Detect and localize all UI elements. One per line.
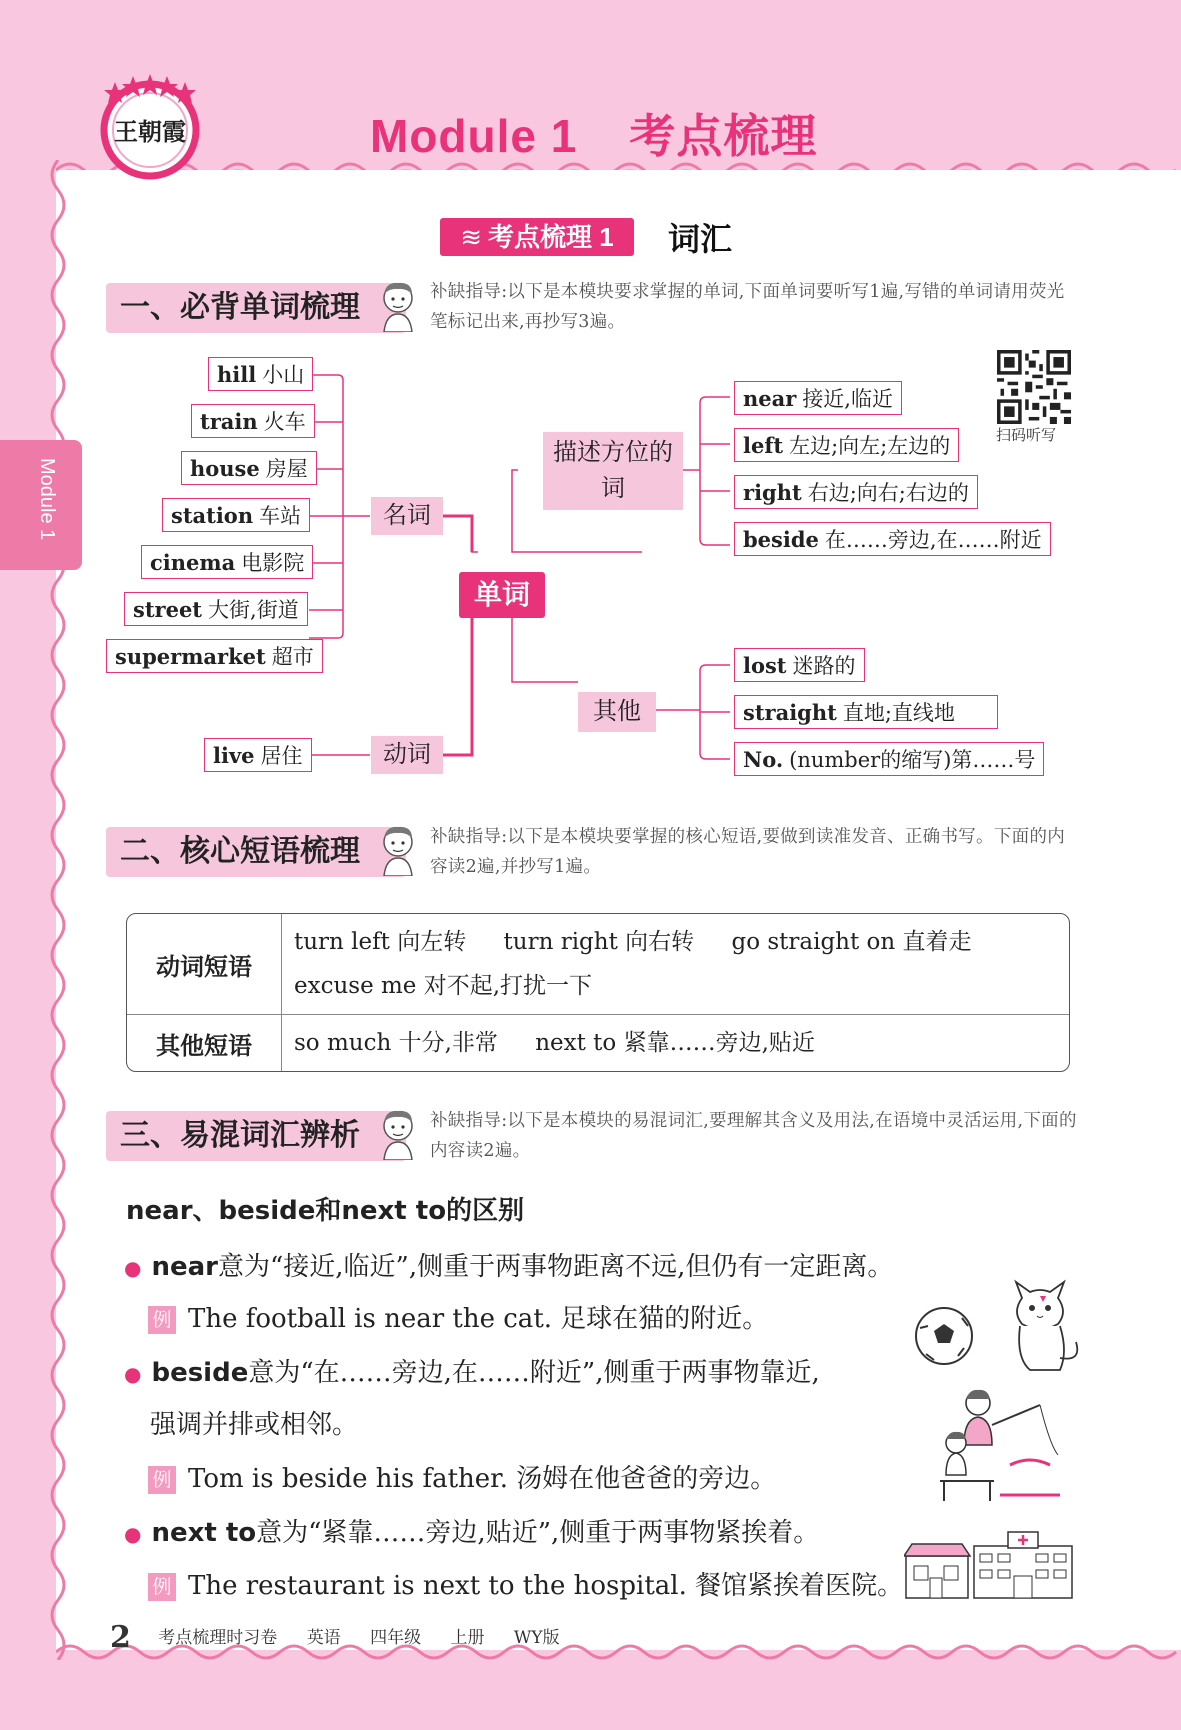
word-noun-house: house 房屋 <box>181 451 317 485</box>
section-badge <box>440 218 634 256</box>
comparison-subheading: near、beside和next to的区别 <box>126 1196 525 1226</box>
example-tag: 例 <box>148 1466 176 1494</box>
page-footer <box>110 1620 584 1655</box>
wavy-border-left <box>46 160 70 1660</box>
phrase-row-verb <box>127 914 1069 1015</box>
page-title-cn: 考点梳理 <box>629 110 818 162</box>
word-other-lost: lost 迷路的 <box>734 648 865 682</box>
word-noun-cinema: cinema 电影院 <box>141 545 313 579</box>
heading-part1: 一、必背单词梳理 <box>106 283 406 333</box>
phrase-table <box>126 913 1070 1072</box>
category-noun: 名词 <box>371 497 443 535</box>
center-node-words: 单词 <box>459 572 545 618</box>
footer-item: WY版 <box>513 1628 560 1648</box>
brand-logo-icon <box>95 70 205 180</box>
phrase-row-other <box>127 1015 1069 1071</box>
bullet-beside: ● beside意为“在……旁边,在……附近”,侧重于两事物靠近, <box>124 1358 820 1388</box>
phrase-item: so much 十分,非常 <box>294 1030 498 1056</box>
example-beside: 例 Tom is beside his father. 汤姆在他爸爸的旁边。 <box>148 1459 776 1499</box>
bullet-dot-icon: ● <box>124 1256 142 1280</box>
page-number: 2 <box>110 1620 131 1655</box>
page-title <box>370 100 817 166</box>
bullet-beside-cont: 强调并排或相邻。 <box>150 1410 359 1440</box>
bullet-near: ● near意为“接近,临近”,侧重于两事物距离不远,但仍有一定距离。 <box>124 1252 894 1282</box>
word-noun-street: street 大街,街道 <box>124 592 308 626</box>
example-near: 例 The football is near the cat. 足球在猫的附近。 <box>148 1299 768 1339</box>
phrase-line <box>294 1021 1057 1065</box>
word-position-right: right 右边;向右;右边的 <box>734 475 978 509</box>
phrase-row-content <box>282 1015 1069 1071</box>
footer-item: 英语 <box>306 1628 341 1648</box>
word-noun-hill: hill 小山 <box>208 357 313 391</box>
word-noun-station: station 车站 <box>162 498 310 532</box>
example-tag: 例 <box>148 1306 176 1334</box>
phrase-item: go straight on 直着走 <box>731 929 972 955</box>
footer-item: 上册 <box>450 1628 485 1648</box>
teacher-avatar-icon <box>376 1108 420 1160</box>
phrase-row-label: 动词短语 <box>127 914 282 1015</box>
heading-part2: 二、核心短语梳理 <box>106 827 406 877</box>
phrase-item: turn right 向右转 <box>503 929 695 955</box>
heading-part3: 三、易混词汇辨析 <box>106 1111 406 1161</box>
phrase-item: turn left 向左转 <box>294 929 467 955</box>
example-tag: 例 <box>148 1573 176 1601</box>
phrase-item: next to 紧靠……旁边,贴近 <box>535 1030 815 1056</box>
section-title: 词汇 <box>668 221 733 257</box>
teacher-avatar-icon <box>376 280 420 332</box>
word-other-straight: straight 直地;直线地 <box>734 695 998 729</box>
footer-item: 考点梳理时习卷 <box>158 1628 278 1648</box>
qr-code-label: 扫码听写 <box>996 426 1057 444</box>
phrase-line <box>294 920 1057 964</box>
side-module-tab[interactable] <box>0 440 82 570</box>
phrase-row-label: 其他短语 <box>127 1015 282 1071</box>
guide-text-part3: 补缺指导:以下是本模块的易混词汇,要理解其含义及用法,在语境中灵活运用,下面的内容读2遍。 <box>430 1111 1077 1161</box>
guide-text-part2: 补缺指导:以下是本模块要掌握的核心短语,要做到读准发音、正确书写。下面的内容读2遍,并抄写1遍。 <box>430 827 1066 877</box>
section-badge-label: 考点梳理 1 <box>488 222 614 252</box>
bullet-dot-icon: ● <box>124 1522 142 1546</box>
phrase-line <box>294 964 1057 1008</box>
example-next-to: 例 The restaurant is next to the hospital. 餐馆紧挨着医院。 <box>148 1566 903 1606</box>
phrase-row-content <box>282 914 1069 1015</box>
category-position: 描述方位的词 <box>543 432 683 510</box>
word-position-near: near 接近,临近 <box>734 381 902 415</box>
word-verb-live: live 居住 <box>204 738 312 772</box>
svg-text:王朝霞: 王朝霞 <box>114 117 186 146</box>
side-module-tab-label: Module 1 <box>36 458 58 541</box>
boy-beside-father-illustration-icon <box>930 1385 1065 1505</box>
word-other-no: No. (number的缩写)第……号 <box>734 742 1044 776</box>
phrase-item: excuse me 对不起,打扰一下 <box>294 973 593 999</box>
word-noun-train: train 火车 <box>191 404 315 438</box>
bullet-dot-icon: ● <box>124 1362 142 1386</box>
qr-code-icon[interactable] <box>997 350 1071 424</box>
category-verb: 动词 <box>371 736 443 774</box>
restaurant-and-hospital-illustration-icon <box>904 1526 1074 1606</box>
wave-icon: ≋ <box>460 222 483 252</box>
footer-item: 四年级 <box>370 1628 422 1648</box>
football-and-cat-illustration-icon <box>912 1278 1082 1378</box>
word-noun-supermarket: supermarket 超市 <box>106 639 323 673</box>
page-title-module: Module 1 <box>370 110 578 162</box>
bullet-next-to: ● next to意为“紧靠……旁边,贴近”,侧重于两事物紧挨着。 <box>124 1518 820 1548</box>
teacher-avatar-icon <box>376 824 420 876</box>
word-position-beside: beside 在……旁边,在……附近 <box>734 522 1051 556</box>
word-position-left: left 左边;向左;左边的 <box>734 428 959 462</box>
guide-text-part1: 补缺指导:以下是本模块要求掌握的单词,下面单词要听写1遍,写错的单词请用荧光笔标记出来,再抄写3遍。 <box>430 282 1065 332</box>
category-other: 其他 <box>578 692 656 732</box>
